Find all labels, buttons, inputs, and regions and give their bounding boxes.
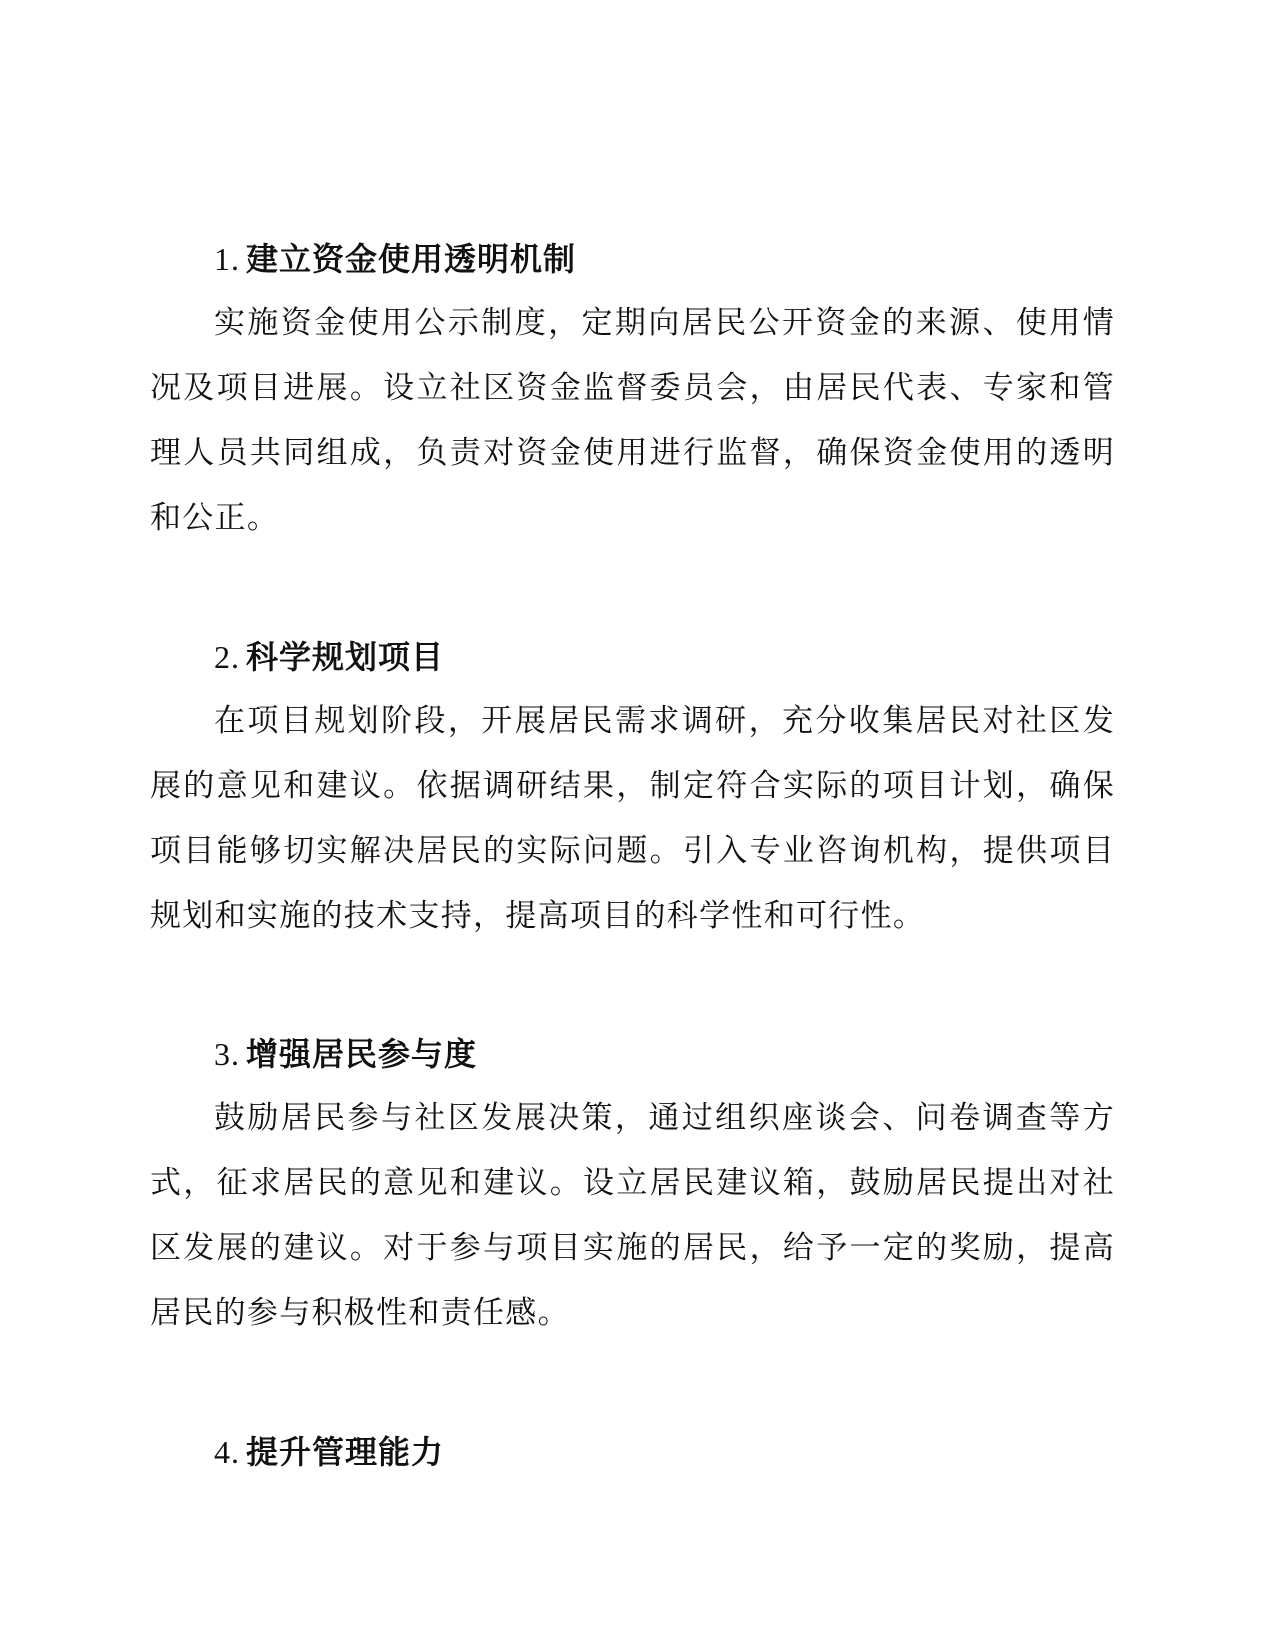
section-3 <box>150 1022 1115 1346</box>
section-1-title: 建立资金使用透明机制 <box>246 240 577 278</box>
section-2-heading <box>150 625 1115 689</box>
section-1-number: 1. <box>214 241 240 277</box>
section-4-title: 提升管理能力 <box>246 1433 445 1471</box>
section-4 <box>150 1420 1115 1484</box>
section-3-number: 3. <box>214 1036 240 1072</box>
section-4-number: 4. <box>214 1434 240 1470</box>
section-2-number: 2. <box>214 639 240 675</box>
section-2 <box>150 625 1115 949</box>
section-3-paragraph: 鼓励居民参与社区发展决策，通过组织座谈会、问卷调查等方式，征求居民的意见和建议。设立居民建议箱，鼓励居民提出对社区发展的建议。对于参与项目实施的居民，给予一定的奖励，提高居民的参与积极性和责任感。 <box>150 1100 1115 1331</box>
section-2-title: 科学规划项目 <box>246 638 445 676</box>
section-4-heading <box>150 1420 1115 1484</box>
section-1 <box>150 227 1115 551</box>
section-1-paragraph: 实施资金使用公示制度，定期向居民公开资金的来源、使用情况及项目进展。设立社区资金监督委员会，由居民代表、专家和管理人员共同组成，负责对资金使用进行监督，确保资金使用的透明和公正。 <box>150 305 1115 536</box>
section-3-heading <box>150 1022 1115 1086</box>
section-2-paragraph: 在项目规划阶段，开展居民需求调研，充分收集居民对社区发展的意见和建议。依据调研结果，制定符合实际的项目计划，确保项目能够切实解决居民的实际问题。引入专业咨询机构，提供项目规划和实施的技术支持，提高项目的科学性和可行性。 <box>150 703 1115 934</box>
section-1-heading <box>150 227 1115 291</box>
section-3-title: 增强居民参与度 <box>246 1035 478 1073</box>
